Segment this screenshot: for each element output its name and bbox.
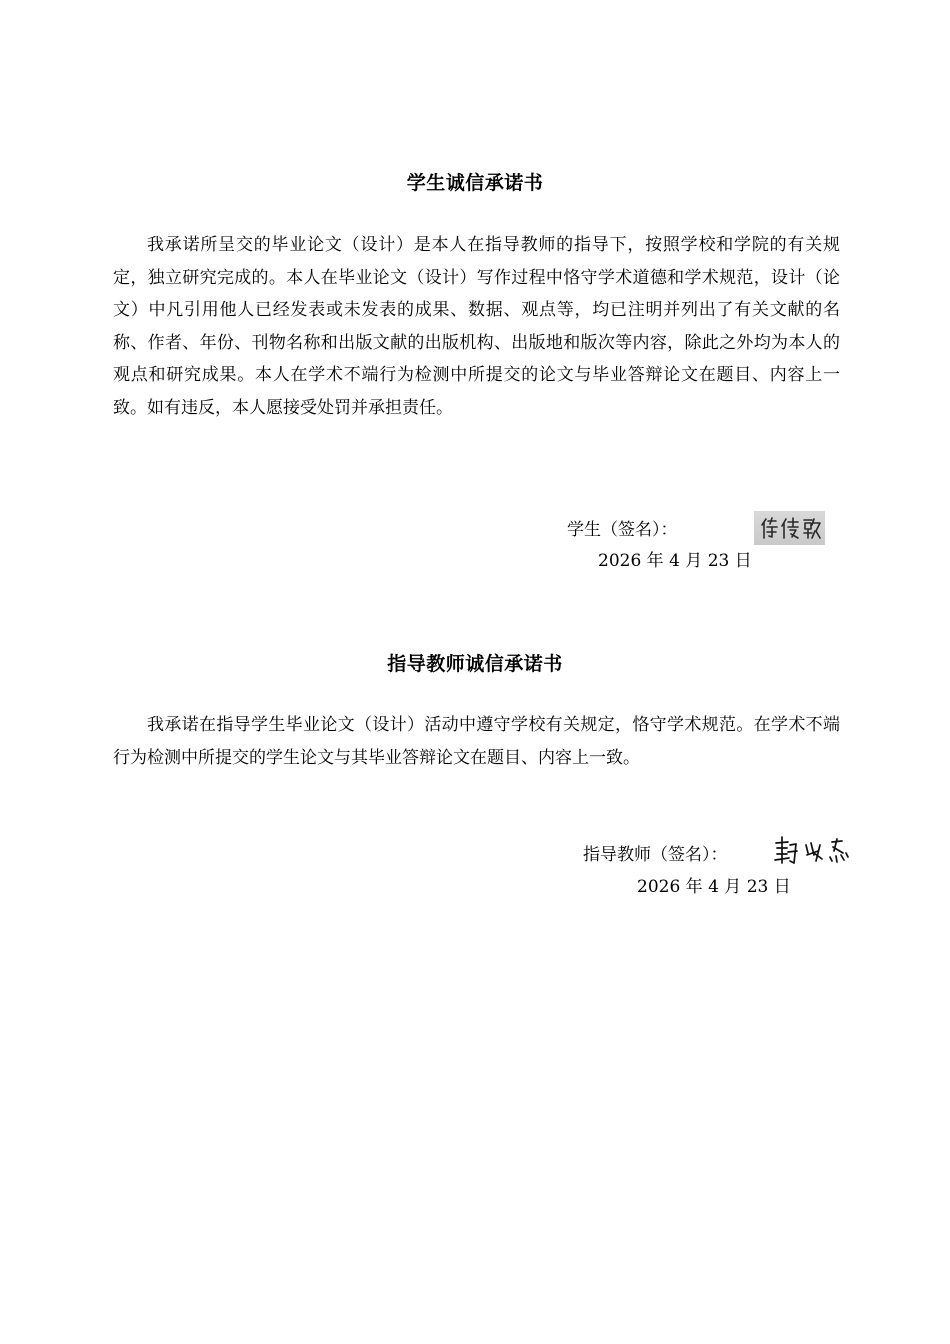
advisor-pledge-title: 指导教师诚信承诺书: [387, 653, 563, 675]
student-handwritten-signature: [754, 511, 825, 545]
advisor-signature-image: [770, 833, 852, 869]
advisor-handwritten-signature: [770, 833, 852, 869]
student-signature-image: [754, 511, 825, 545]
student-pledge-paragraph: 我承诺所呈交的毕业论文（设计）是本人在指导教师的指导下，按照学校和学院的有关规定，独立研究完成的。本人在毕业论文（设计）写作过程中恪守学术道德和学术规范，设计（论文）中凡引用他人已经发表或未发表的成果、数据、观点等，均已注明并列出了有关文献的名称、作者、年份、刊物名称和出版文献的出版机构、出版地和版次等内容，除此之外均为本人的观点和研究成果。本人在学术不端行为检测中所提交的论文与毕业答辩论文在题目、内容上一致。如有违反，本人愿接受处罚并承担责任。: [113, 235, 840, 418]
advisor-signature-date: 2026 年 4 月 23 日: [637, 877, 791, 897]
student-signature-label: 学生（签名）：: [567, 520, 678, 540]
advisor-signature-label: 指导教师（签名）：: [583, 845, 728, 865]
student-signature-date: 2026 年 4 月 23 日: [598, 551, 752, 571]
student-pledge-title: 学生诚信承诺书: [406, 172, 544, 194]
advisor-pledge-paragraph: 我承诺在指导学生毕业论文（设计）活动中遵守学校有关规定，恪守学术规范。在学术不端行为检测中所提交的学生论文与其毕业答辩论文在题目、内容上一致。: [113, 715, 840, 768]
